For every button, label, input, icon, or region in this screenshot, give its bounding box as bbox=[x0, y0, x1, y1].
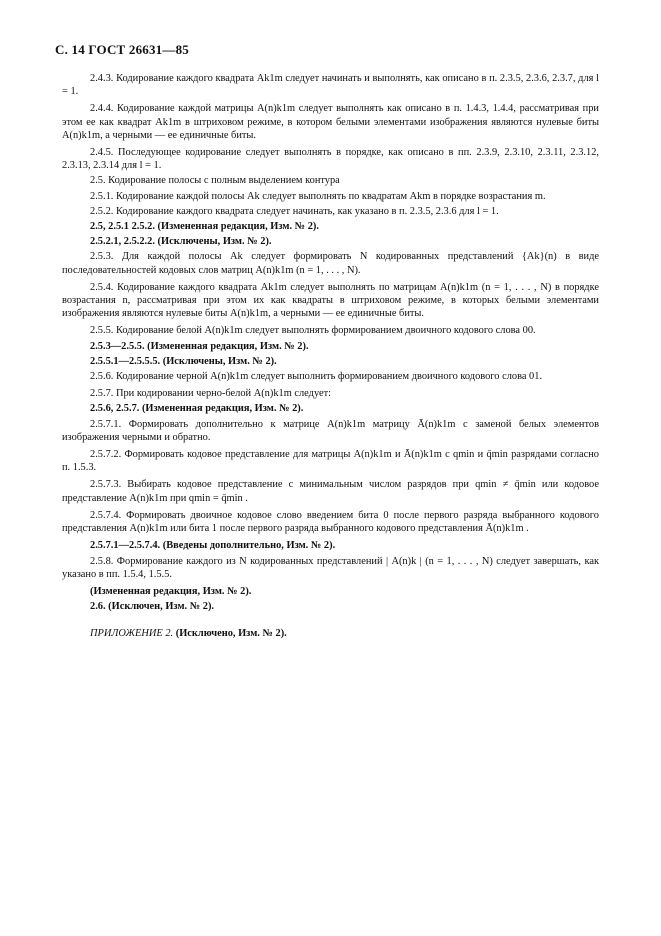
appendix-label: ПРИЛОЖЕНИЕ 2. bbox=[90, 628, 174, 640]
paragraph-2-5-1: 2.5.1. Кодирование каждой полосы Ak следует выполнять по квадратам Akm в порядке возрастания m. bbox=[90, 190, 546, 202]
amendment-note-2-5-3: 2.5.3—2.5.5. (Измененная редакция, Изм. № 2). bbox=[90, 340, 309, 352]
amendment-note-2-6: 2.6. (Исключен, Изм. № 2). bbox=[90, 601, 215, 613]
amendment-note-2-5-8: (Измененная редакция, Изм. № 2). bbox=[90, 585, 252, 597]
amendment-note-2-5: 2.5, 2.5.1 2.5.2. (Измененная редакция, Изм. № 2). bbox=[90, 221, 319, 233]
paragraph-2-5-3: 2.5.3. Для каждой полосы Ak следует формировать N кодированных представлений {Ak}(n) в виде последовательностей кодовых слов матриц A(n)k1m (n = 1, . . . , N). bbox=[62, 251, 599, 276]
appendix-2-note bbox=[62, 627, 599, 640]
paragraph-2-5-7-2: 2.5.7.2. Формировать кодовое представление для матрицы A(n)k1m и Ā(n)k1m с qmin и q̄min разрядами согласно п. 1.5.3. bbox=[62, 449, 599, 474]
amendment-note-2-5-5-1: 2.5.5.1—2.5.5.5. (Исключены, Изм. № 2). bbox=[90, 355, 277, 367]
amendment-note-2-5-6: 2.5.6, 2.5.7. (Измененная редакция, Изм. № 2). bbox=[90, 403, 304, 415]
page-header: С. 14 ГОСТ 26631—85 bbox=[55, 42, 189, 57]
paragraph-2-5-8: 2.5.8. Формирование каждого из N кодированных представлений | A(n)k | (n = 1, . . . , N) следует завершать, как указано в пп. 1.5.4, 1.5.5. bbox=[62, 555, 599, 580]
appendix-status: (Исключено, Изм. № 2). bbox=[175, 628, 287, 640]
amendment-note-2-5-7-1: 2.5.7.1—2.5.7.4. (Введены дополнительно, Изм. № 2). bbox=[90, 540, 336, 552]
paragraph-2-4-3: 2.4.3. Кодирование каждого квадрата Ak1m следует начинать и выполнять, как описано в п. 2.3.5, 2.3.6, 2.3.7, для l = 1. bbox=[62, 73, 599, 98]
paragraph-2-5-5: 2.5.5. Кодирование белой A(n)k1m следует выполнять формированием двоичного кодового слова 00. bbox=[90, 325, 536, 337]
paragraph-2-4-5: 2.4.5. Последующее кодирование следует выполнять в порядке, как описано в пп. 2.3.9, 2.3.10, 2.3.11, 2.3.12, 2.3.13, 2.3.14 для l = 1. bbox=[62, 147, 599, 172]
paragraph-2-5-6: 2.5.6. Кодирование черной A(n)k1m следует выполнить формированием двоичного кодового слова 01. bbox=[90, 371, 543, 383]
paragraph-2-4-4: 2.4.4. Кодирование каждой матрицы A(n)k1m следует выполнять как описано в п. 1.4.3, 1.4.4, рассматривая при этом ее как квадрат Ak1m в штриховом режиме, в котором белыми элементами изображения являются нулевые биты A(n)k1m, а черными — ее единичные биты. bbox=[62, 103, 599, 141]
paragraph-2-5-7-1: 2.5.7.1. Формировать дополнительно к матрице A(n)k1m матрицу Ā(n)k1m с заменой белых элементов изображения черными и обратно. bbox=[62, 418, 599, 443]
amendment-note-2-5-2-1: 2.5.2.1, 2.5.2.2. (Исключены, Изм. № 2). bbox=[90, 236, 272, 248]
paragraph-2-5-7: 2.5.7. При кодировании черно-белой A(n)k1m следует: bbox=[90, 388, 332, 400]
section-heading-2-5: 2.5. Кодирование полосы с полным выделением контура bbox=[90, 175, 340, 187]
document-body bbox=[62, 72, 599, 645]
paragraph-2-5-7-4: 2.5.7.4. Формировать двоичное кодовое слово введением бита 0 после первого разряда выбранного кодового представления A(n)k1m или бита 1 после первого разряда выбранного кодового представления Ā(n)k1m . bbox=[62, 509, 599, 535]
paragraph-2-5-2: 2.5.2. Кодирование каждого квадрата следует начинать, как указано в п. 2.3.5, 2.3.6 для l = 1. bbox=[90, 205, 499, 217]
paragraph-2-5-7-3: 2.5.7.3. Выбирать кодовое представление с минимальным числом разрядов при qmin ≠ q̄min или кодовое представление A(n)k1m при qmin = q̄min . bbox=[62, 479, 599, 504]
paragraph-2-5-4: 2.5.4. Кодирование каждого квадрата Ak1m следует выполнять по матрицам A(n)k1m (n = 1, . . . , N) в порядке возрастания n, рассматривая при этом их как квадраты в штриховом режиме, в которых белыми элементами изображения являются нулевые биты A(n)k1m, а черными — ее единичные биты. bbox=[62, 281, 599, 320]
